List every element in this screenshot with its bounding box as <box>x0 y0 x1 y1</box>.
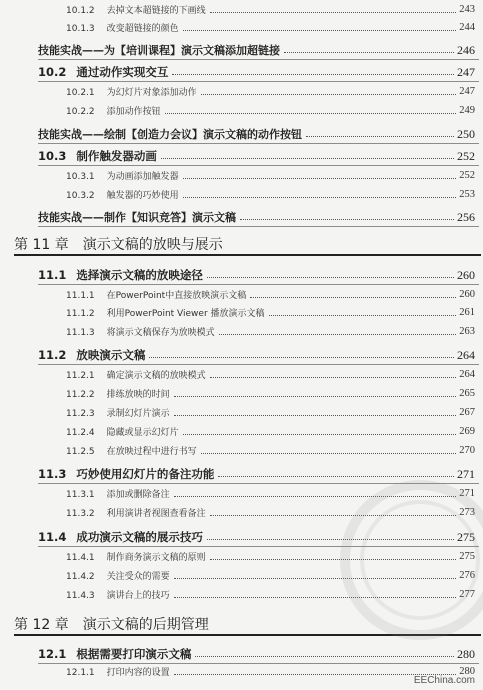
entry-number: 11.2.5 <box>66 446 95 457</box>
entry-number: 11.2 <box>38 347 67 362</box>
entry-title: 排练放映的时间 <box>106 389 170 400</box>
entry-title: 选择演示文稿的放映途径 <box>76 267 203 282</box>
entry-number: 11.2.3 <box>66 408 95 419</box>
entry-title: 隐藏或显示幻灯片 <box>106 427 179 438</box>
entry-title: 为动画添加触发器 <box>106 171 179 182</box>
page-number: 280 <box>457 647 475 661</box>
toc-entry-sub[interactable] <box>66 370 475 381</box>
page-number: 261 <box>459 307 475 318</box>
entry-title: 根据需要打印演示文稿 <box>76 646 192 661</box>
entry-underline <box>38 81 479 82</box>
entry-number: 10.2 <box>38 64 67 79</box>
toc-entry-skill[interactable] <box>38 128 475 140</box>
entry-title: 添加动作按钮 <box>106 106 161 117</box>
entry-number: 11.3.1 <box>66 489 95 500</box>
entry-title: 成功演示文稿的展示技巧 <box>76 529 203 544</box>
entry-title: 添加或删除备注 <box>106 489 170 500</box>
page-number: 271 <box>457 467 475 481</box>
dot-leader <box>201 94 457 95</box>
entry-title: 为幻灯片对象添加动作 <box>106 87 197 98</box>
entry-underline <box>38 284 479 285</box>
page-number: 275 <box>457 530 475 544</box>
toc-entry-sec[interactable] <box>38 468 475 480</box>
page-number: 276 <box>459 570 475 581</box>
page-number: 250 <box>457 127 475 141</box>
entry-number: 11.4 <box>38 529 67 544</box>
toc-entry-sub[interactable] <box>66 389 475 400</box>
page-number: 247 <box>457 65 475 79</box>
toc-entry-sub[interactable] <box>66 446 475 457</box>
entry-number: 11.1 <box>38 267 67 282</box>
entry-number: 11.4.1 <box>66 552 95 563</box>
dot-leader <box>161 158 454 159</box>
toc-entry-sec[interactable] <box>38 269 475 281</box>
entry-title: 技能实战——制作【知识竞答】演示文稿 <box>38 211 236 224</box>
site-watermark-logo: EEChina.com <box>413 675 475 686</box>
entry-number: 10.2.2 <box>66 106 95 117</box>
toc-entry-sub[interactable] <box>66 23 475 34</box>
toc-entry-sub[interactable] <box>66 290 475 301</box>
entry-title: 录制幻灯片演示 <box>106 408 170 419</box>
entry-number: 11.2.4 <box>66 427 95 438</box>
page-number: 246 <box>457 43 475 57</box>
entry-number: 12.1.1 <box>66 667 95 678</box>
entry-title: 制作触发器动画 <box>76 148 157 163</box>
watermark-seal-inner <box>360 500 480 620</box>
page-number: 263 <box>459 326 475 337</box>
chapter-heading <box>14 234 223 254</box>
entry-title: 放映演示文稿 <box>76 347 146 362</box>
toc-entry-sub[interactable] <box>66 190 475 201</box>
page-number: 270 <box>459 445 475 456</box>
entry-title: 触发器的巧妙使用 <box>106 190 179 201</box>
page-number: 273 <box>459 507 475 518</box>
entry-number: 11.1.3 <box>66 327 95 338</box>
chapter-title: 演示文稿的放映与展示 <box>82 237 223 253</box>
page-number: 252 <box>459 170 475 181</box>
dot-leader <box>183 178 457 179</box>
toc-entry-sub[interactable] <box>66 327 475 338</box>
entry-number: 11.2.2 <box>66 389 95 400</box>
chapter-title: 演示文稿的后期管理 <box>82 617 209 633</box>
toc-entry-sub[interactable] <box>66 5 475 16</box>
dot-leader <box>250 297 456 298</box>
page-number: 244 <box>459 22 475 33</box>
entry-number: 11.4.2 <box>66 571 95 582</box>
entry-number: 11.1.2 <box>66 308 95 319</box>
entry-title: 制作商务演示文稿的原则 <box>106 552 206 563</box>
entry-number: 10.1.3 <box>66 23 95 34</box>
entry-number: 11.3.2 <box>66 508 95 519</box>
dot-leader <box>195 656 454 657</box>
toc-entry-sub[interactable] <box>66 308 475 319</box>
toc-entry-sub[interactable] <box>66 427 475 438</box>
toc-entry-skill[interactable] <box>38 44 475 56</box>
dot-leader <box>218 476 454 477</box>
entry-underline <box>38 364 479 365</box>
entry-number: 10.3.1 <box>66 171 95 182</box>
page-number: 243 <box>459 4 475 15</box>
page-number: 260 <box>459 289 475 300</box>
dot-leader <box>219 334 457 335</box>
entry-number: 11.3 <box>38 466 67 481</box>
chapter-divider <box>14 254 481 256</box>
chapter-number: 第 12 章 <box>14 617 69 633</box>
dot-leader <box>183 434 457 435</box>
toc-entry-sec[interactable] <box>38 648 475 660</box>
page-number: 264 <box>459 369 475 380</box>
entry-number: 10.1.2 <box>66 5 95 16</box>
dot-leader <box>210 377 457 378</box>
entry-number: 11.2.1 <box>66 370 95 381</box>
entry-title: 利用演讲者视图查看备注 <box>106 508 206 519</box>
page-number: 252 <box>457 149 475 163</box>
entry-title: 在放映过程中进行书写 <box>106 446 197 457</box>
page-number: 275 <box>459 551 475 562</box>
dot-leader <box>183 197 457 198</box>
toc-entry-skill[interactable] <box>38 211 475 223</box>
dot-leader <box>172 74 454 75</box>
dot-leader <box>207 277 454 278</box>
entry-title: 确定演示文稿的放映模式 <box>106 370 206 381</box>
page-number: 267 <box>459 407 475 418</box>
entry-title: 打印内容的设置 <box>106 667 170 678</box>
page-number: 249 <box>459 105 475 116</box>
entry-title: 巧妙使用幻灯片的备注功能 <box>76 466 215 481</box>
dot-leader <box>174 396 457 397</box>
chapter-number: 第 11 章 <box>14 237 69 253</box>
page-number: 260 <box>457 268 475 282</box>
entry-title: 改变超链接的颜色 <box>106 23 179 34</box>
toc-entry-sec[interactable] <box>38 66 475 78</box>
page-number: 277 <box>459 589 475 600</box>
page-number: 264 <box>457 348 475 362</box>
entry-number: 10.3.2 <box>66 190 95 201</box>
entry-underline <box>38 226 479 227</box>
dot-leader <box>183 30 457 31</box>
entry-title: 通过动作实现交互 <box>76 64 169 79</box>
entry-title: 利用PowerPoint Viewer 播放演示文稿 <box>106 308 265 319</box>
entry-number: 10.3 <box>38 148 67 163</box>
toc-entry-sub[interactable] <box>66 87 475 98</box>
entry-number: 11.4.3 <box>66 590 95 601</box>
entry-title: 关注受众的需要 <box>106 571 170 582</box>
page-number: 265 <box>459 388 475 399</box>
entry-number: 11.1.1 <box>66 290 95 301</box>
entry-underline <box>38 165 479 166</box>
entry-number: 10.2.1 <box>66 87 95 98</box>
toc-entry-sub[interactable] <box>66 171 475 182</box>
entry-title: 将演示文稿保存为放映模式 <box>106 327 215 338</box>
page-number: 269 <box>459 426 475 437</box>
page-number: 271 <box>459 488 475 499</box>
toc-entry-sec[interactable] <box>38 349 475 361</box>
dot-leader <box>306 136 454 137</box>
entry-number: 12.1 <box>38 646 67 661</box>
entry-underline <box>38 663 479 664</box>
entry-underline <box>38 143 479 144</box>
dot-leader <box>240 219 454 220</box>
entry-title: 去掉文本超链接的下画线 <box>106 5 206 16</box>
dot-leader <box>174 415 457 416</box>
toc-entry-sec[interactable] <box>38 150 475 162</box>
entry-underline <box>38 59 479 60</box>
page-number: 253 <box>459 189 475 200</box>
page-number: 256 <box>457 210 475 224</box>
page-number: 280 <box>459 666 475 677</box>
entry-title: 在PowerPoint中直接放映演示文稿 <box>106 290 247 301</box>
dot-leader <box>165 113 457 114</box>
page-number: 247 <box>459 86 475 97</box>
chapter-heading <box>14 614 209 634</box>
dot-leader <box>149 357 454 358</box>
dot-leader <box>269 315 457 316</box>
dot-leader <box>284 52 454 53</box>
toc-entry-sub[interactable] <box>66 408 475 419</box>
dot-leader <box>201 453 457 454</box>
toc-entry-sub[interactable] <box>66 106 475 117</box>
entry-title: 技能实战——为【培训课程】演示文稿添加超链接 <box>38 44 280 57</box>
entry-title: 演讲台上的技巧 <box>106 590 170 601</box>
dot-leader <box>210 12 457 13</box>
entry-title: 技能实战——绘制【创造力会议】演示文稿的动作按钮 <box>38 128 302 141</box>
